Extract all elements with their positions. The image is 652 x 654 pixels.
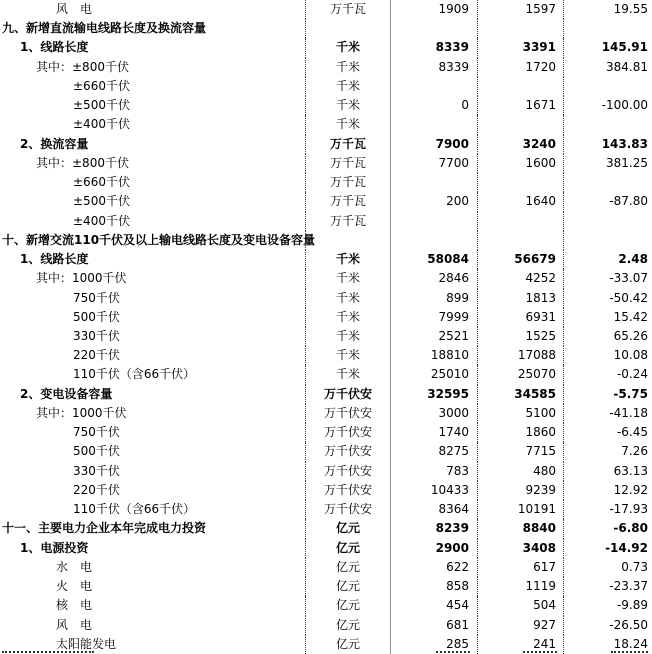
current-value: 32595 — [391, 385, 478, 404]
unit-cell: 千米 — [306, 327, 391, 346]
previous-value: 480 — [478, 462, 564, 481]
current-value: 285 — [391, 635, 478, 654]
unit-cell: 亿元 — [306, 558, 391, 577]
previous-value: 8840 — [478, 519, 564, 538]
growth-percent-value: -33.07 — [609, 271, 648, 286]
unit-cell: 千米 — [306, 289, 391, 308]
current-value: 1909 — [391, 0, 478, 19]
row-label: 1、线路长度 — [0, 250, 306, 269]
row-label: 2、变电设备容量 — [0, 385, 306, 404]
growth-percent-value: 12.92 — [613, 482, 648, 497]
unit-cell: 千米 — [306, 115, 391, 134]
previous-value: 25070 — [478, 365, 564, 384]
row-label: ±400千伏 — [0, 115, 306, 134]
previous-value: 1600 — [478, 154, 564, 173]
growth-percent-value: 18.24 — [613, 636, 648, 651]
growth-percent-value: -23.37 — [609, 579, 648, 594]
row-label: 风 电 — [0, 0, 306, 19]
previous-value: 3408 — [478, 539, 564, 558]
current-value: 25010 — [391, 365, 478, 384]
current-value: 8339 — [391, 38, 478, 57]
row-label: ±660千伏 — [0, 77, 306, 96]
previous-value: 1640 — [478, 192, 564, 211]
unit-cell: 万千瓦 — [306, 173, 391, 192]
previous-value: 3240 — [478, 135, 564, 154]
unit-cell: 千米 — [306, 77, 391, 96]
row-label: 十一、主要电力企业本年完成电力投资 — [0, 519, 306, 538]
growth-percent-value — [564, 173, 652, 192]
row-label: 水 电 — [0, 558, 306, 577]
previous-value: 1119 — [478, 577, 564, 596]
table-row — [0, 558, 652, 577]
unit-cell: 千米 — [306, 58, 391, 77]
row-label: ±660千伏 — [0, 173, 306, 192]
table-row — [0, 0, 652, 19]
growth-percent-value: 384.81 — [606, 59, 648, 74]
previous-value — [478, 77, 564, 96]
table-row — [0, 616, 652, 635]
table-row — [0, 539, 652, 558]
unit-cell: 万千伏安 — [306, 462, 391, 481]
row-label: 其中：1000千伏 — [0, 404, 306, 423]
table-row — [0, 289, 652, 308]
growth-percent-value: 145.91 — [601, 40, 648, 55]
previous-value: 617 — [478, 558, 564, 577]
table-row — [0, 404, 652, 423]
growth-percent-value: 381.25 — [606, 155, 648, 170]
unit-cell: 万千伏安 — [306, 385, 391, 404]
current-value: 454 — [391, 596, 478, 615]
table-row — [0, 365, 652, 384]
unit-cell: 万千伏安 — [306, 500, 391, 519]
table-row — [0, 135, 652, 154]
current-value: 200 — [391, 192, 478, 211]
previous-value: 10191 — [478, 500, 564, 519]
row-label: 330千伏 — [0, 462, 306, 481]
current-value: 7900 — [391, 135, 478, 154]
table-row — [0, 462, 652, 481]
current-value: 0 — [391, 96, 478, 115]
row-label: 110千伏（含66千伏） — [0, 500, 306, 519]
unit-cell: 亿元 — [306, 519, 391, 538]
unit-cell: 万千瓦 — [306, 154, 391, 173]
unit-cell: 万千伏安 — [306, 423, 391, 442]
table-row — [0, 154, 652, 173]
current-value: 681 — [391, 616, 478, 635]
previous-value: 5100 — [478, 404, 564, 423]
table-row — [0, 442, 652, 461]
current-value: 2521 — [391, 327, 478, 346]
previous-value: 241 — [478, 635, 564, 654]
growth-percent-value: -6.45 — [616, 425, 648, 440]
unit-cell: 万千瓦 — [306, 135, 391, 154]
previous-value — [478, 212, 564, 231]
row-label: 500千伏 — [0, 442, 306, 461]
table-row — [0, 231, 652, 250]
unit-cell: 万千伏安 — [306, 442, 391, 461]
table-row — [0, 115, 652, 134]
previous-value: 504 — [478, 596, 564, 615]
current-value — [391, 115, 478, 134]
growth-percent-value: -100.00 — [601, 98, 648, 113]
clipped-next-row-hint — [2, 651, 94, 653]
row-label: 1、电源投资 — [0, 539, 306, 558]
growth-percent-value: 143.83 — [601, 136, 648, 151]
current-value — [391, 77, 478, 96]
unit-cell: 亿元 — [306, 635, 391, 654]
previous-value: 1525 — [478, 327, 564, 346]
previous-value — [478, 231, 564, 250]
row-label: ±500千伏 — [0, 96, 306, 115]
table-row — [0, 96, 652, 115]
unit-cell: 千米 — [306, 346, 391, 365]
row-label: 九、新增直流输电线路长度及换流容量 — [0, 19, 306, 38]
current-value: 2900 — [391, 539, 478, 558]
previous-value: 7715 — [478, 442, 564, 461]
current-value: 7999 — [391, 308, 478, 327]
growth-percent-value: 10.08 — [613, 348, 648, 363]
growth-percent-value: -9.89 — [616, 598, 648, 613]
table-row — [0, 500, 652, 519]
current-value: 8364 — [391, 500, 478, 519]
current-value: 8339 — [391, 58, 478, 77]
current-value: 899 — [391, 289, 478, 308]
table-row — [0, 192, 652, 211]
growth-percent-value — [564, 212, 652, 231]
unit-cell: 亿元 — [306, 616, 391, 635]
growth-percent-value: -50.42 — [609, 290, 648, 305]
growth-percent-value: -87.80 — [609, 194, 648, 209]
growth-percent-value: 19.55 — [613, 2, 648, 16]
table-row — [0, 423, 652, 442]
table-row — [0, 38, 652, 57]
current-value: 18810 — [391, 346, 478, 365]
table-row — [0, 577, 652, 596]
current-value: 783 — [391, 462, 478, 481]
current-value — [391, 173, 478, 192]
row-label: 750千伏 — [0, 289, 306, 308]
table-row — [0, 308, 652, 327]
growth-percent-value: 63.13 — [613, 463, 648, 478]
previous-value: 927 — [478, 616, 564, 635]
previous-value: 1813 — [478, 289, 564, 308]
growth-percent-value: -5.75 — [613, 386, 648, 401]
table-row — [0, 519, 652, 538]
table-row — [0, 173, 652, 192]
previous-value: 6931 — [478, 308, 564, 327]
row-label: ±400千伏 — [0, 212, 306, 231]
table-row — [0, 346, 652, 365]
unit-cell: 千米 — [306, 308, 391, 327]
growth-percent-value — [564, 231, 652, 250]
growth-percent-value: -26.50 — [609, 617, 648, 632]
row-label: 750千伏 — [0, 423, 306, 442]
row-label: 太阳能发电 — [0, 635, 306, 654]
unit-cell: 亿元 — [306, 539, 391, 558]
unit-cell: 亿元 — [306, 596, 391, 615]
row-label: 风 电 — [0, 616, 306, 635]
previous-value — [478, 19, 564, 38]
previous-value: 17088 — [478, 346, 564, 365]
current-value — [391, 231, 478, 250]
clipped-next-row-hint — [523, 651, 557, 653]
table-row — [0, 250, 652, 269]
row-label: 110千伏（含66千伏） — [0, 365, 306, 384]
unit-cell: 千米 — [306, 365, 391, 384]
previous-value: 3391 — [478, 38, 564, 57]
clipped-next-row-hint — [611, 651, 648, 653]
unit-cell: 千米 — [306, 38, 391, 57]
previous-value — [478, 115, 564, 134]
unit-cell — [306, 19, 391, 38]
row-label: 2、换流容量 — [0, 135, 306, 154]
growth-percent-value — [564, 115, 652, 134]
unit-cell: 万千伏安 — [306, 481, 391, 500]
current-value — [391, 19, 478, 38]
unit-cell — [306, 231, 391, 250]
row-label: 十、新增交流110千伏及以上输电线路长度及变电设备容量 — [0, 231, 306, 250]
growth-percent-value: -0.24 — [616, 367, 648, 382]
table-row — [0, 19, 652, 38]
current-value: 10433 — [391, 481, 478, 500]
row-label: 其中：±800千伏 — [0, 154, 306, 173]
growth-percent-value: -14.92 — [605, 540, 648, 555]
growth-percent-value: 0.73 — [621, 559, 648, 574]
growth-percent-value: -17.93 — [609, 502, 648, 517]
row-label: 220千伏 — [0, 481, 306, 500]
current-value: 1740 — [391, 423, 478, 442]
unit-cell: 千米 — [306, 269, 391, 288]
previous-value: 56679 — [478, 250, 564, 269]
row-label: ±500千伏 — [0, 192, 306, 211]
table-row — [0, 327, 652, 346]
current-value: 622 — [391, 558, 478, 577]
current-value — [391, 212, 478, 231]
growth-percent-value — [564, 19, 652, 38]
previous-value: 1671 — [478, 96, 564, 115]
growth-percent-value: 2.48 — [618, 252, 648, 267]
row-label: 核 电 — [0, 596, 306, 615]
growth-percent-value: -6.80 — [613, 521, 648, 536]
clipped-next-row-hint — [436, 651, 470, 653]
unit-cell: 万千瓦 — [306, 212, 391, 231]
growth-percent-value: 65.26 — [613, 328, 648, 343]
table-row — [0, 596, 652, 615]
current-value: 2846 — [391, 269, 478, 288]
current-value: 858 — [391, 577, 478, 596]
growth-percent-value: -41.18 — [609, 405, 648, 420]
previous-value — [478, 173, 564, 192]
unit-cell: 万千瓦 — [306, 0, 391, 19]
current-value: 3000 — [391, 404, 478, 423]
previous-value: 1720 — [478, 58, 564, 77]
current-value: 58084 — [391, 250, 478, 269]
row-label: 其中：±800千伏 — [0, 58, 306, 77]
previous-value: 1597 — [478, 0, 564, 19]
unit-cell: 万千伏安 — [306, 404, 391, 423]
table-row — [0, 58, 652, 77]
previous-value: 34585 — [478, 385, 564, 404]
unit-cell: 万千瓦 — [306, 192, 391, 211]
table-row — [0, 481, 652, 500]
row-label: 220千伏 — [0, 346, 306, 365]
table-row — [0, 212, 652, 231]
table-row — [0, 269, 652, 288]
growth-percent-value: 7.26 — [621, 444, 648, 459]
current-value: 7700 — [391, 154, 478, 173]
table-row — [0, 77, 652, 96]
growth-percent-value — [564, 77, 652, 96]
unit-cell: 亿元 — [306, 577, 391, 596]
growth-percent-value: 15.42 — [613, 309, 648, 324]
unit-cell: 千米 — [306, 96, 391, 115]
row-label: 其中：1000千伏 — [0, 269, 306, 288]
previous-value: 9239 — [478, 481, 564, 500]
row-label: 火 电 — [0, 577, 306, 596]
current-value: 8239 — [391, 519, 478, 538]
row-label: 1、线路长度 — [0, 38, 306, 57]
row-label: 500千伏 — [0, 308, 306, 327]
current-value: 8275 — [391, 442, 478, 461]
table-row — [0, 385, 652, 404]
previous-value: 1860 — [478, 423, 564, 442]
previous-value: 4252 — [478, 269, 564, 288]
row-label: 330千伏 — [0, 327, 306, 346]
unit-cell: 千米 — [306, 250, 391, 269]
